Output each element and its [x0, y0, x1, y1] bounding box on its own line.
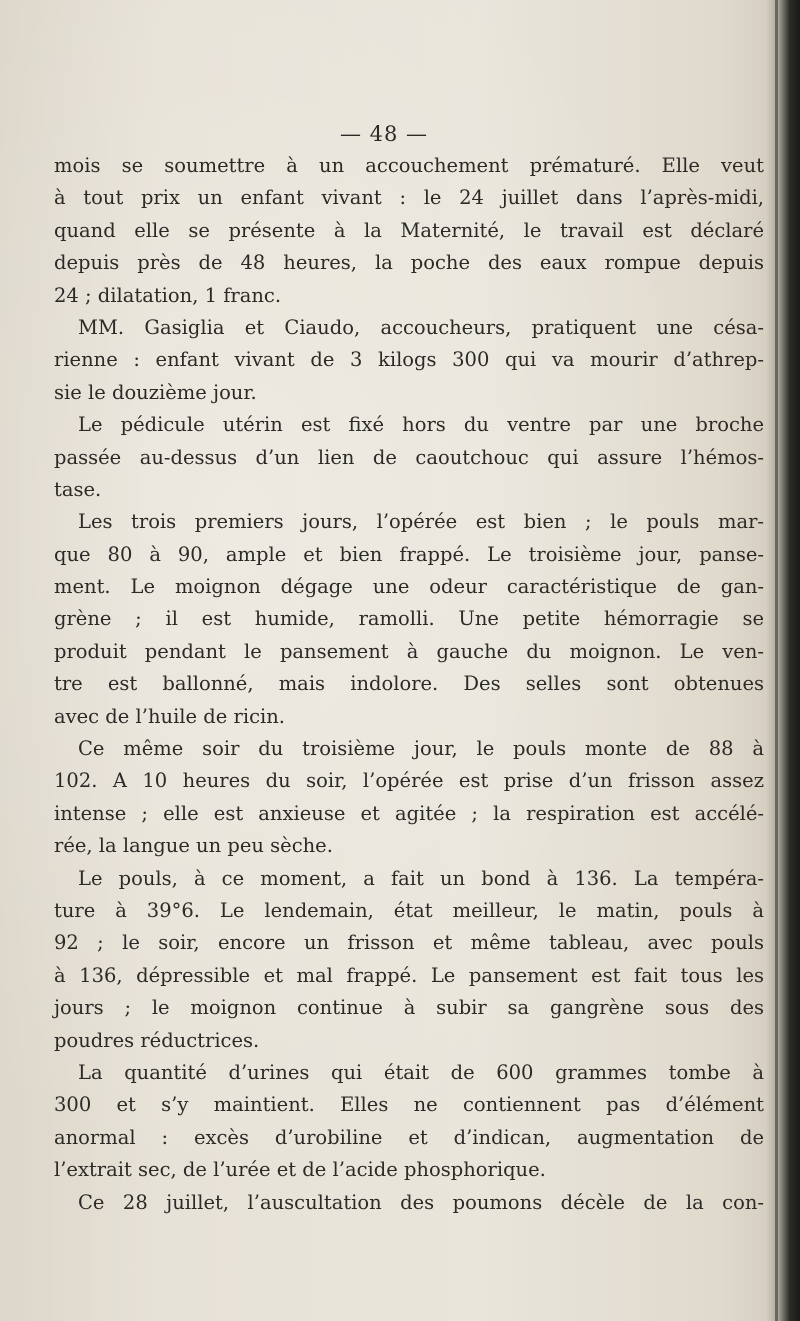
- text-line: avec de l’huile de ricin.: [54, 704, 285, 728]
- text-line: Ce 28 juillet, l’auscultation des poumons décèle de la con-: [78, 1190, 764, 1214]
- text-line: produit pendant le pansement à gauche du moignon. Le ven-: [54, 639, 764, 663]
- text-line: rée, la langue un peu sèche.: [54, 834, 333, 858]
- binding-edge-line: [775, 0, 778, 1321]
- text-line: à tout prix un enfant vivant : le 24 juillet dans l’après-midi,: [54, 186, 764, 210]
- text-line: Les trois premiers jours, l’opérée est bien ; le pouls mar-: [78, 510, 764, 534]
- text-line: Le pédicule utérin est fixé hors du ventre par une broche: [78, 413, 764, 437]
- text-line: intense ; elle est anxieuse et agitée ; la respiration est accélé-: [54, 801, 764, 825]
- text-line: ture à 39°6. Le lendemain, état meilleur, le matin, pouls à: [54, 898, 764, 922]
- text-line: quand elle se présente à la Maternité, le travail est déclaré: [54, 218, 764, 242]
- text-line: MM. Gasiglia et Ciaudo, accoucheurs, pratiquent une césa-: [78, 315, 764, 339]
- body-text: [54, 150, 764, 1219]
- text-line: grène ; il est humide, ramolli. Une petite hémorragie se: [54, 607, 764, 631]
- text-line: Ce même soir du troisième jour, le pouls monte de 88 à: [78, 737, 764, 761]
- text-line: 24 ; dilatation, 1 franc.: [54, 283, 282, 307]
- text-line: l’extrait sec, de l’urée et de l’acide phosphorique.: [54, 1158, 546, 1182]
- text-line: Le pouls, à ce moment, a fait un bond à 136. La tempéra-: [78, 866, 764, 890]
- binding-edge-shadow: [766, 0, 800, 1321]
- page-number: — 48 —: [339, 122, 429, 146]
- text-line: tre est ballonné, mais indolore. Des selles sont obtenues: [54, 672, 764, 696]
- text-line: sie le douzième jour.: [54, 380, 257, 404]
- text-line: La quantité d’urines qui était de 600 grammes tombe à: [78, 1060, 764, 1084]
- text-line: rienne : enfant vivant de 3 kilogs 300 qui va mourir d’athrep-: [54, 348, 764, 372]
- text-line: anormal : excès d’urobiline et d’indican, augmentation de: [54, 1125, 764, 1149]
- text-line: tase.: [54, 477, 102, 501]
- text-line: ment. Le moignon dégage une odeur caractéristique de gan-: [54, 575, 764, 599]
- text-line: passée au-dessus d’un lien de caoutchouc qui assure l’hémos-: [54, 445, 764, 469]
- text-line: 300 et s’y maintient. Elles ne contiennent pas d’élément: [54, 1093, 764, 1117]
- text-line: 102. A 10 heures du soir, l’opérée est prise d’un frisson assez: [54, 769, 764, 793]
- text-line: à 136, dépressible et mal frappé. Le pansement est fait tous les: [54, 963, 764, 987]
- text-line: jours ; le moignon continue à subir sa gangrène sous des: [54, 996, 764, 1020]
- text-line: que 80 à 90, ample et bien frappé. Le troisième jour, panse-: [54, 542, 764, 566]
- text-line: depuis près de 48 heures, la poche des eaux rompue depuis: [54, 251, 764, 275]
- text-line: mois se soumettre à un accouchement prématuré. Elle veut: [54, 154, 764, 177]
- text-line: poudres réductrices.: [54, 1028, 260, 1052]
- text-line: 92 ; le soir, encore un frisson et même tableau, avec pouls: [54, 931, 764, 955]
